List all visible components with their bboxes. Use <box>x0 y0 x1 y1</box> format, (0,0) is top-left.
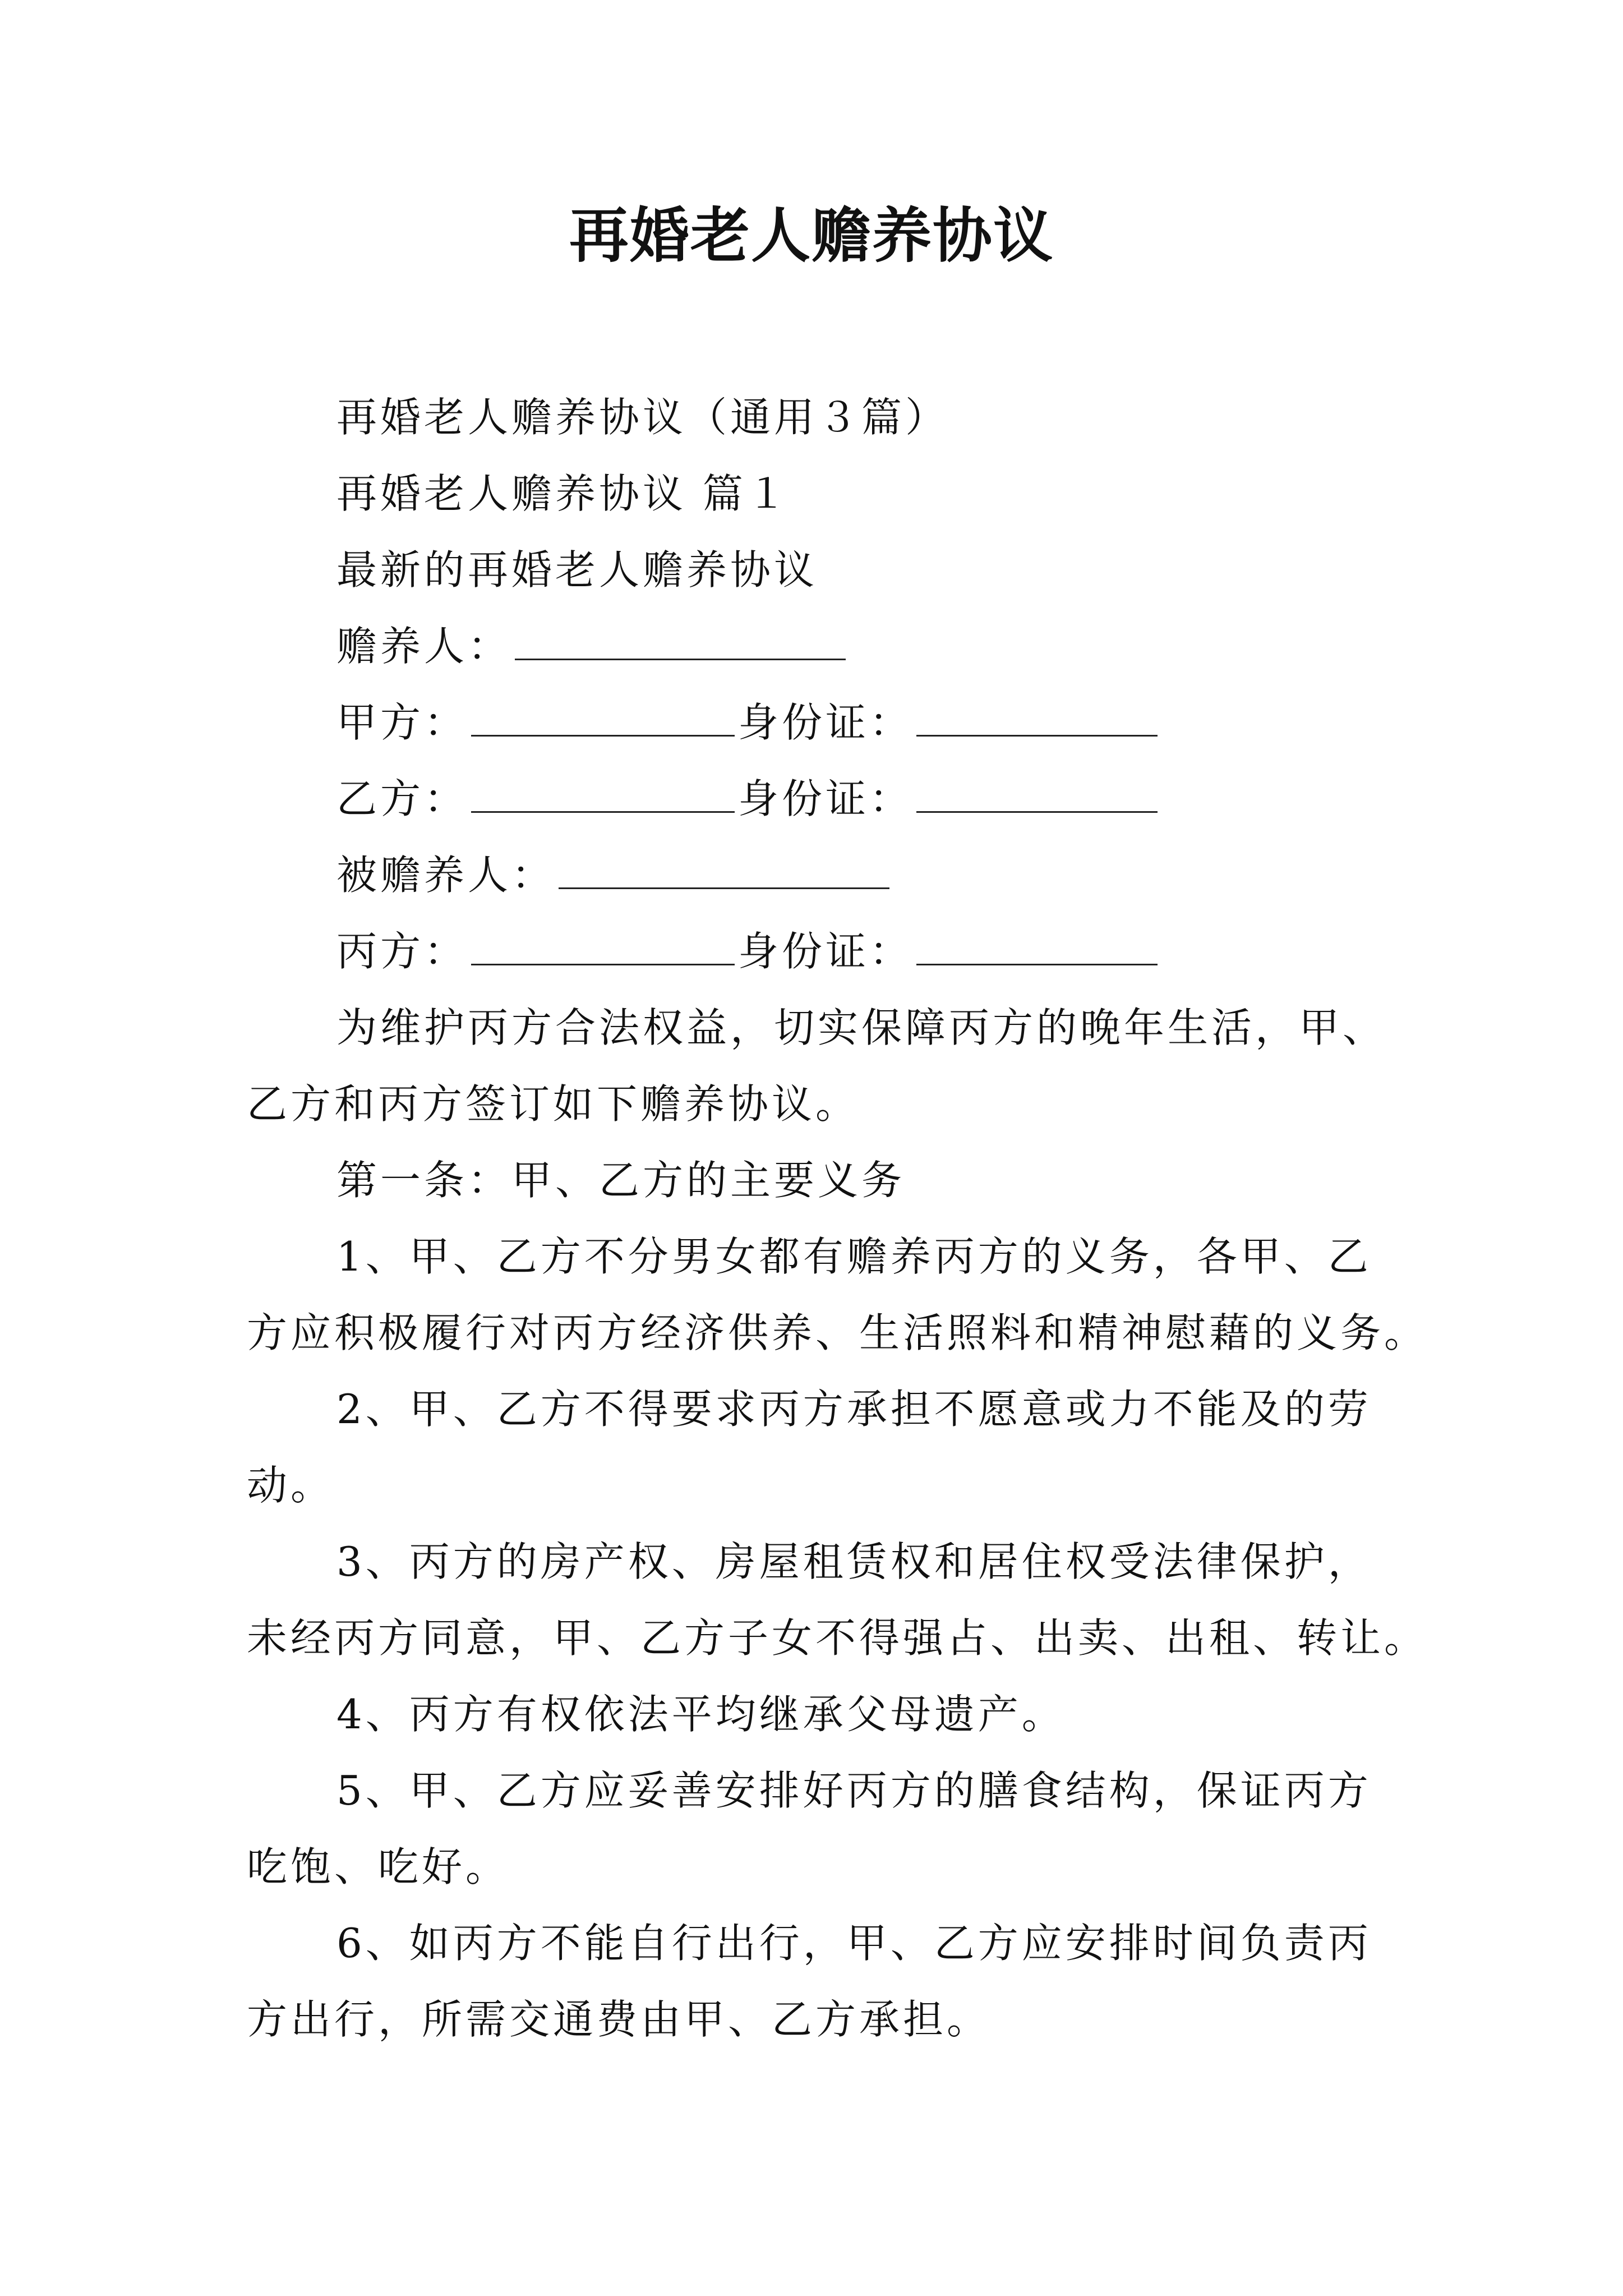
article1-title-text: 第一条：甲、乙方的主要义务 <box>336 1157 906 1204</box>
party-b-line <box>247 761 1413 837</box>
item6-line-1 <box>247 1905 1413 1981</box>
heading-latest <box>247 532 1413 608</box>
supporter-field[interactable] <box>515 625 846 660</box>
heading-latest-text: 最新的再婚老人赡养协议 <box>336 546 818 593</box>
party-b-name-field[interactable] <box>471 777 735 813</box>
item1-line-2 <box>247 1295 1428 1371</box>
heading-all-text: 再婚老人赡养协议（通用３篇） <box>336 394 949 441</box>
item5-text-2: 吃饱、吃好。 <box>247 1843 510 1890</box>
article1-title <box>247 1142 1413 1218</box>
item4-line-1 <box>247 1676 1413 1752</box>
intro-text-2: 乙方和丙方签订如下赡养协议。 <box>247 1080 860 1128</box>
intro-text-1: 为维护丙方合法权益，切实保障丙方的晚年生活，甲、 <box>336 1004 1387 1051</box>
supported-label: 被赡养人： <box>336 852 556 899</box>
heading-part1 <box>247 455 1413 532</box>
item5-line-1 <box>247 1752 1413 1829</box>
party-b-id-label: 身份证： <box>738 775 914 822</box>
party-a-name-field[interactable] <box>471 701 735 737</box>
item5-line-2 <box>247 1829 1413 1905</box>
party-c-id-field[interactable] <box>916 930 1158 965</box>
document-body <box>247 379 1428 2058</box>
supported-field[interactable] <box>559 854 889 889</box>
supported-line <box>247 837 1413 913</box>
party-c-line <box>247 913 1413 990</box>
item3-text-2: 未经丙方同意，甲、乙方子女不得强占、出卖、出租、转让。 <box>247 1614 1428 1662</box>
item3-line-2 <box>247 1600 1428 1676</box>
item6-text-2: 方出行，所需交通费由甲、乙方承担。 <box>247 1996 991 2043</box>
item3-text-1: 3、丙方的房产权、房屋租赁权和居住权受法律保护， <box>336 1538 1372 1585</box>
item6-line-2 <box>247 1981 1413 2058</box>
supporter-label: 赡养人： <box>336 623 512 670</box>
party-b-id-field[interactable] <box>916 777 1158 813</box>
heading-all <box>247 379 1413 455</box>
item1-text-1: 1、甲、乙方不分男女都有赡养丙方的义务，各甲、乙 <box>336 1233 1372 1280</box>
item2-text-2: 动。 <box>247 1462 335 1509</box>
item3-line-1 <box>247 1524 1413 1600</box>
intro-paragraph-line-1 <box>247 990 1413 1066</box>
item6-text-1: 6、如丙方不能自行出行，甲、乙方应安排时间负责丙 <box>336 1920 1372 1967</box>
party-a-id-label: 身份证： <box>738 699 914 746</box>
item4-text-1: 4、丙方有权依法平均继承父母遗产。 <box>336 1691 1066 1738</box>
item2-line-1 <box>247 1371 1413 1447</box>
document-title: 再婚老人赡养协议 <box>569 200 1054 270</box>
party-a-line <box>247 684 1413 761</box>
item2-line-2 <box>247 1447 1413 1524</box>
item1-text-2: 方应积极履行对丙方经济供养、生活照料和精神慰藉的义务。 <box>247 1309 1428 1356</box>
party-b-label: 乙方： <box>336 775 468 822</box>
party-a-id-field[interactable] <box>916 701 1158 737</box>
heading-part1-text: 再婚老人赡养协议 篇１ <box>336 470 790 517</box>
item1-line-1 <box>247 1218 1413 1295</box>
item2-text-1: 2、甲、乙方不得要求丙方承担不愿意或力不能及的劳 <box>336 1386 1372 1433</box>
item5-text-1: 5、甲、乙方应妥善安排好丙方的膳食结构，保证丙方 <box>336 1767 1372 1814</box>
intro-paragraph-line-2 <box>247 1066 1413 1142</box>
party-a-label: 甲方： <box>336 699 468 746</box>
supporter-line <box>247 608 1413 684</box>
party-c-label: 丙方： <box>336 928 468 975</box>
party-c-id-label: 身份证： <box>738 928 914 975</box>
party-c-name-field[interactable] <box>471 930 735 965</box>
